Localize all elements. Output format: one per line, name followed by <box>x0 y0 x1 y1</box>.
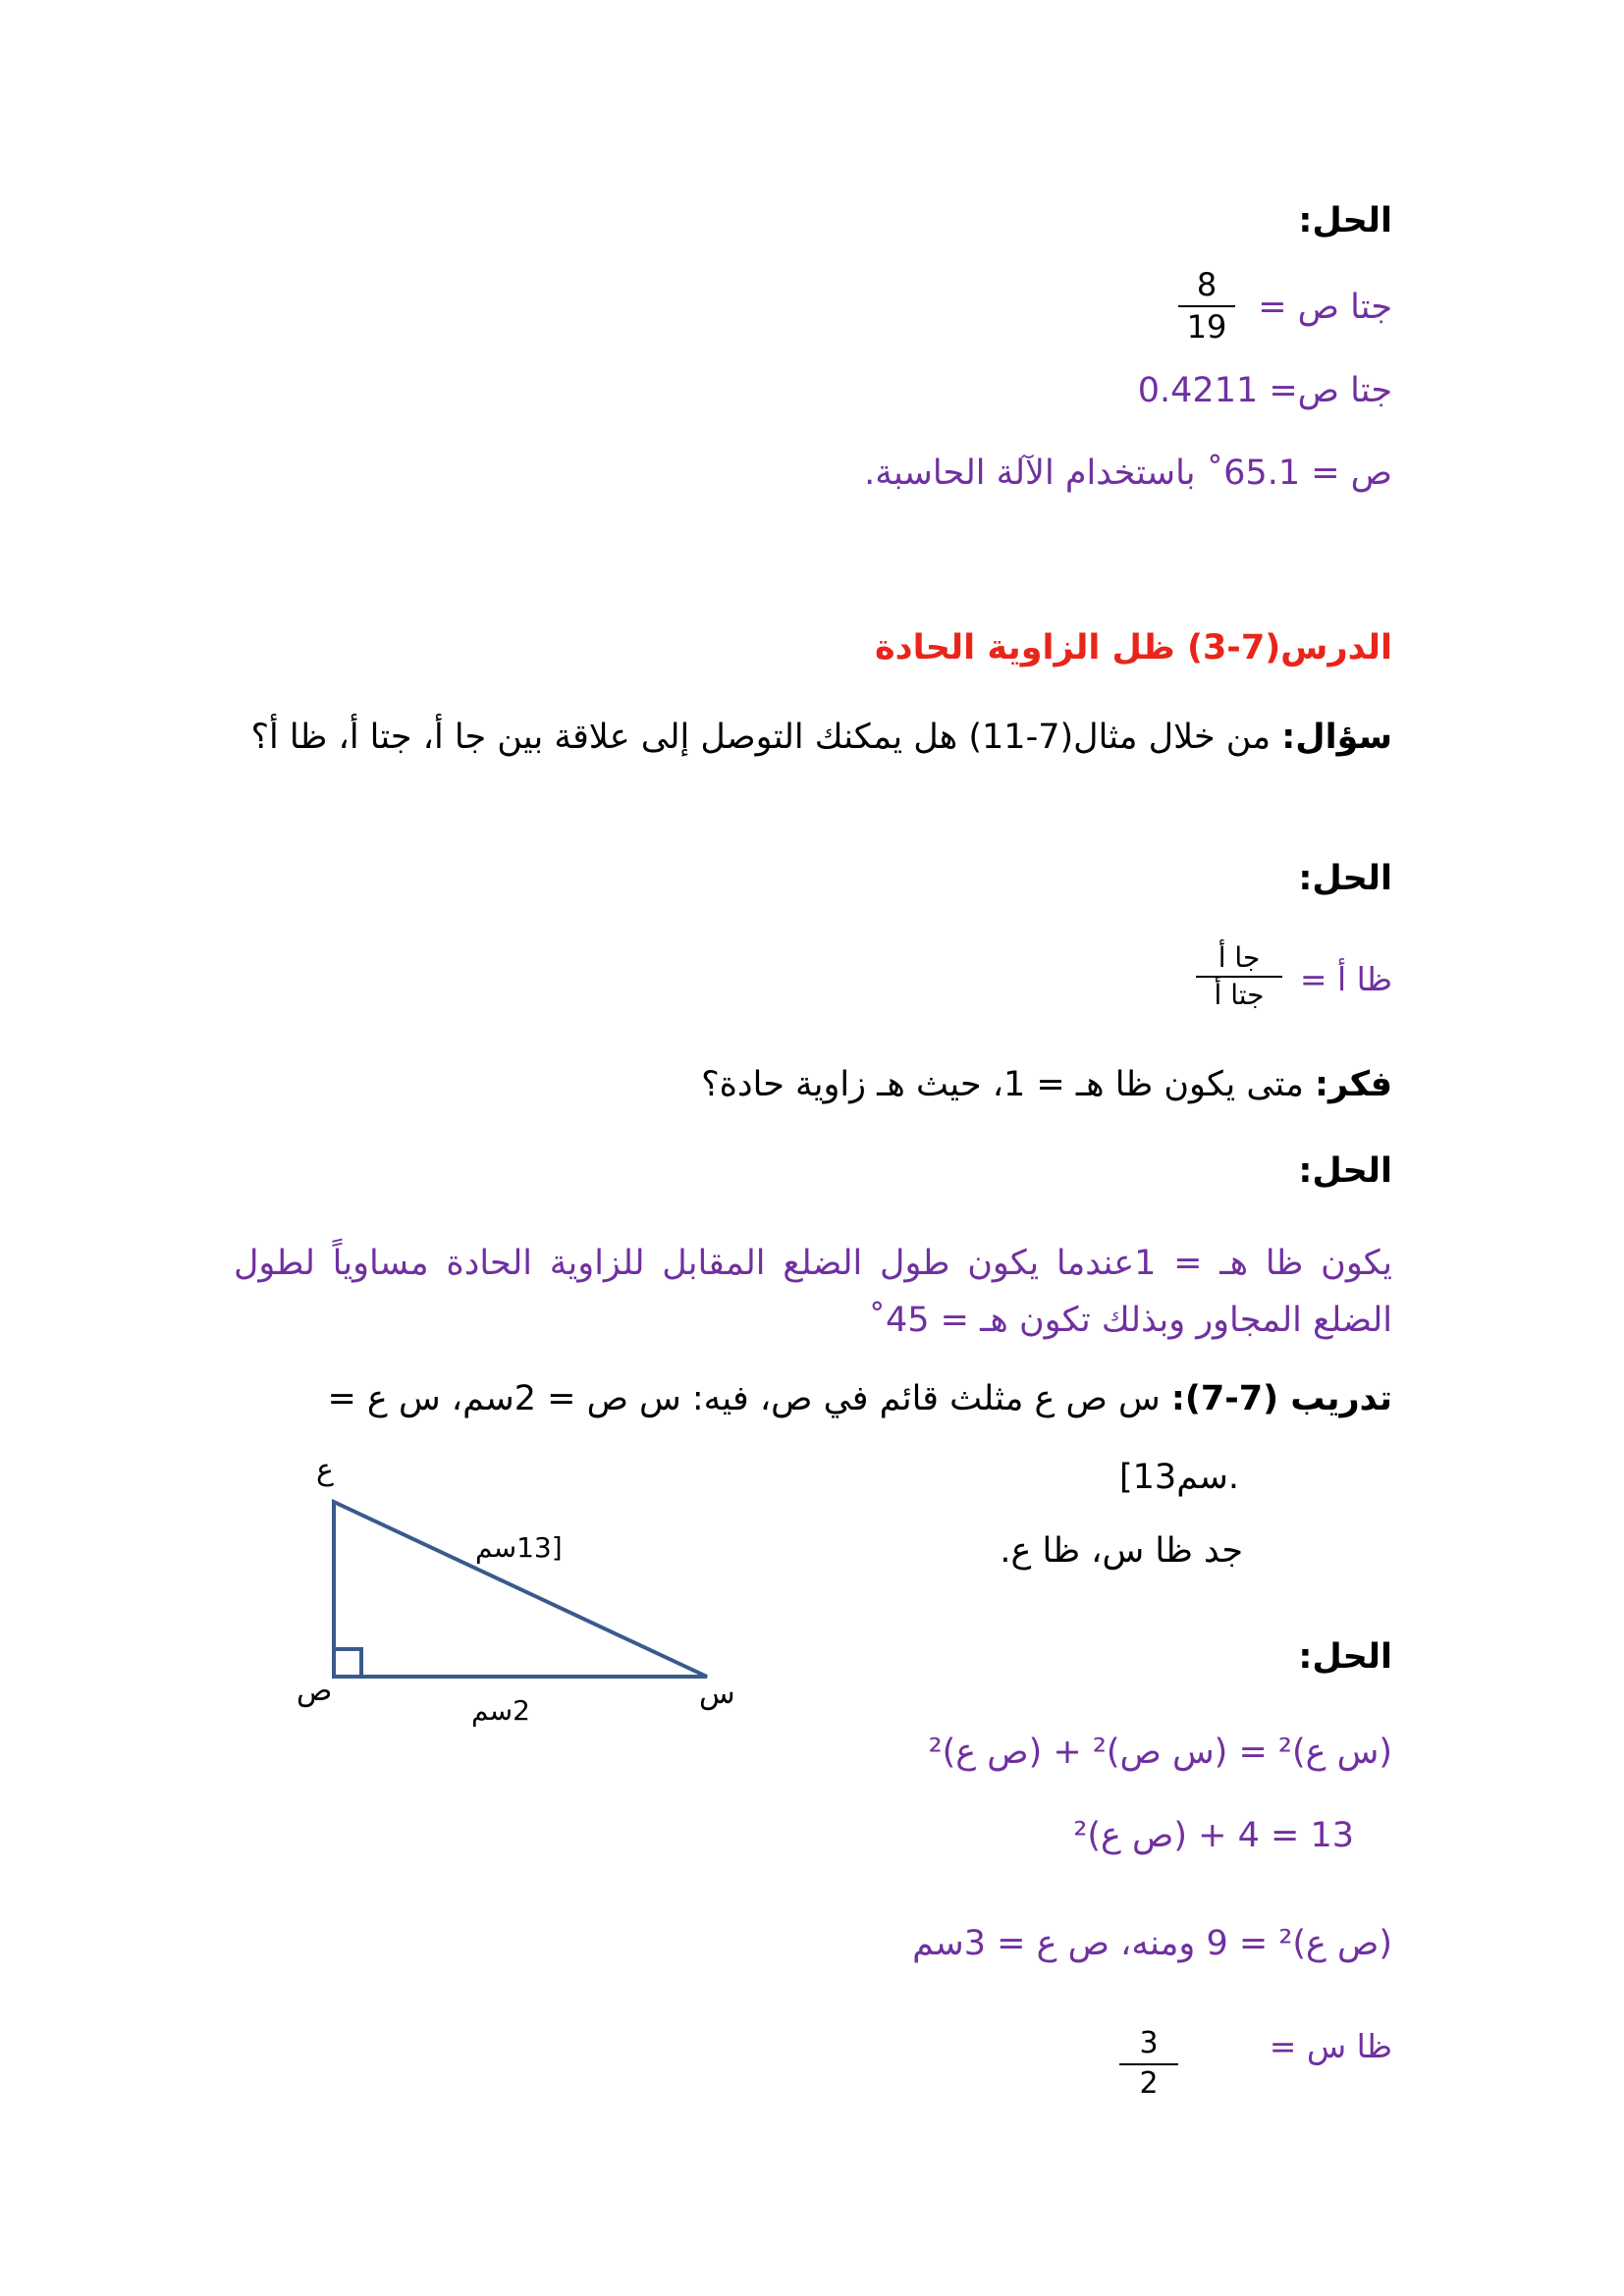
question-text: من خلال مثال(7-11) هل يمكنك التوصل إلى علاقة بين جا أ، جتا أ، ظا أ؟ <box>250 718 1282 757</box>
lesson-title: الدرس(7-3) ظل الزاوية الحادة <box>875 628 1392 667</box>
fraction-numerator: 8 <box>1196 266 1218 303</box>
tan-45-explanation: يكون ظا هـ = 1عندما يكون طول الضلع المقابل للزاوية الحادة مساوياً لطول الضلع المجاور وبذلك تكون هـ = 45˚ <box>234 1244 1392 1340</box>
think-text: متى يكون ظا هـ = 1، حيث هـ زاوية حادة؟ <box>701 1065 1315 1104</box>
fraction-8-19 <box>1178 267 1235 346</box>
question-paragraph <box>234 709 1392 766</box>
fraction-numerator: جا أ <box>1218 941 1261 974</box>
vertex-label-top: ع <box>316 1453 334 1487</box>
tan-s-fraction <box>1119 2027 1178 2101</box>
solution-label-4: الحل: <box>1298 1637 1392 1677</box>
think-label: فكر: <box>1314 1065 1392 1104</box>
exercise-continued: [13سم. <box>1119 1458 1239 1497</box>
fraction-denominator: 2 <box>1139 2065 1159 2101</box>
fraction-bar <box>1178 305 1235 307</box>
fraction-numerator: 3 <box>1139 2026 1159 2060</box>
side-length-result: (ص ع)² = 9 ومنه، ص ع = 3سم <box>912 1924 1392 1963</box>
exercise-text: س ص ع مثلث قائم في ص، فيه: س ص = 2سم، س ع = <box>327 1379 1171 1418</box>
fraction-bar <box>1119 2063 1178 2065</box>
cos-value-line: جتا ص= 0.4211 <box>1137 371 1392 410</box>
tan-s-prefix: ظا س = <box>1269 2027 1392 2065</box>
tan-identity-fraction <box>1196 942 1282 1011</box>
fraction-denominator: 19 <box>1186 307 1227 346</box>
solution-label-3: الحل: <box>1298 1151 1392 1191</box>
triangle-shape <box>334 1502 707 1677</box>
think-paragraph <box>701 1065 1392 1104</box>
solution-label-2: الحل: <box>1298 859 1392 898</box>
base-label: 2سم <box>471 1694 530 1727</box>
solution-label-1: الحل: <box>1298 201 1392 240</box>
pythagoras-equation: (س ع)² = (س ص)² + (ص ع)² <box>928 1733 1392 1772</box>
question-label: سؤال: <box>1281 718 1392 757</box>
cos-equation-prefix: جتا ص = <box>1258 288 1392 327</box>
hypotenuse-label: [13سم <box>475 1531 563 1564</box>
exercise-task: جد ظا س، ظا ع. <box>1000 1531 1243 1571</box>
fraction-bar <box>1196 976 1282 978</box>
fraction-denominator: جتا أ <box>1214 979 1265 1012</box>
substitution-equation: 13 = 4 + (ص ع)² <box>1073 1816 1354 1855</box>
tan-identity-prefix: ظا أ = <box>1299 960 1392 998</box>
right-triangle-diagram <box>275 1443 746 1737</box>
vertex-label-bottom-right: س <box>699 1677 735 1711</box>
exercise-paragraph <box>234 1379 1392 1418</box>
angle-result-line: ص = 65.1˚ باستخدام الآلة الحاسبة. <box>864 454 1392 493</box>
vertex-label-right-angle: ص <box>297 1674 333 1708</box>
exercise-label: تدريب (7-7): <box>1170 1379 1392 1418</box>
right-angle-marker <box>334 1649 361 1677</box>
